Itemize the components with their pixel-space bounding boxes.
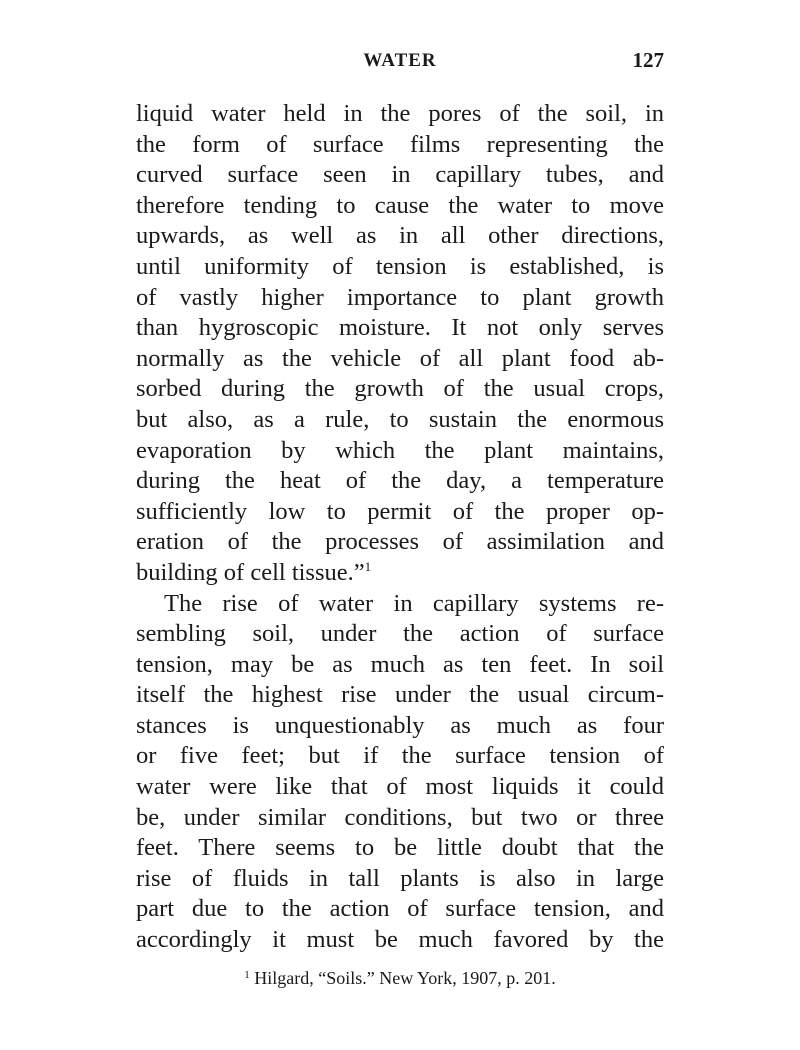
text-line: water were like that of most liquids it could: [136, 773, 664, 801]
text-line: itself the highest rise under the usual circum-: [136, 681, 664, 709]
paragraph-2: [136, 589, 664, 956]
page-number: 127: [632, 48, 664, 72]
text-line: of vastly higher importance to plant growth: [136, 283, 664, 311]
text-line: evaporation by which the plant maintains,: [136, 436, 664, 464]
text-line: sufficiently low to permit of the proper op-: [136, 497, 664, 525]
text-line: eration of the processes of assimilation and: [136, 528, 664, 556]
running-title: WATER: [363, 50, 437, 71]
text-line: stances is unquestionably as much as four: [136, 711, 664, 739]
footnote-text: Hilgard, “Soils.” New York, 1907, p. 201.: [249, 968, 556, 988]
text-line: sembling soil, under the action of surface: [136, 620, 664, 648]
text-line-indented: The rise of water in capillary systems re-: [164, 589, 664, 617]
paragraph-1: [136, 99, 664, 589]
text-line: curved surface seen in capillary tubes, and: [136, 161, 664, 189]
text-line-last: [136, 558, 664, 589]
text-line: the form of surface films representing the: [136, 130, 664, 158]
text-line-content: building of cell tissue.”: [136, 558, 365, 586]
text-line: be, under similar conditions, but two or three: [136, 803, 664, 831]
text-line: but also, as a rule, to sustain the enormous: [136, 405, 664, 433]
footnote: [136, 968, 664, 989]
footnote-reference: 1: [364, 558, 372, 574]
text-line: accordingly it must be much favored by the: [136, 926, 664, 954]
text-line: sorbed during the growth of the usual crops,: [136, 375, 664, 403]
text-line: feet. There seems to be little doubt that the: [136, 834, 664, 862]
text-line: liquid water held in the pores of the soil, in: [136, 100, 664, 127]
text-line: therefore tending to cause the water to move: [136, 191, 664, 219]
text-line: than hygroscopic moisture. It not only serves: [136, 314, 664, 342]
text-line: part due to the action of surface tension, and: [136, 895, 664, 923]
text-line: upwards, as well as in all other directions,: [136, 222, 664, 250]
text-line: or five feet; but if the surface tension of: [136, 742, 664, 770]
body-text: [136, 99, 664, 956]
text-line: tension, may be as much as ten feet. In soil: [136, 650, 664, 678]
text-line: during the heat of the day, a temperature: [136, 467, 664, 495]
text-line: rise of fluids in tall plants is also in large: [136, 864, 664, 892]
text-line: until uniformity of tension is established, is: [136, 252, 664, 280]
text-line: normally as the vehicle of all plant food ab-: [136, 344, 664, 372]
footnote-marker: 1: [244, 969, 250, 981]
page-header: [136, 46, 664, 76]
